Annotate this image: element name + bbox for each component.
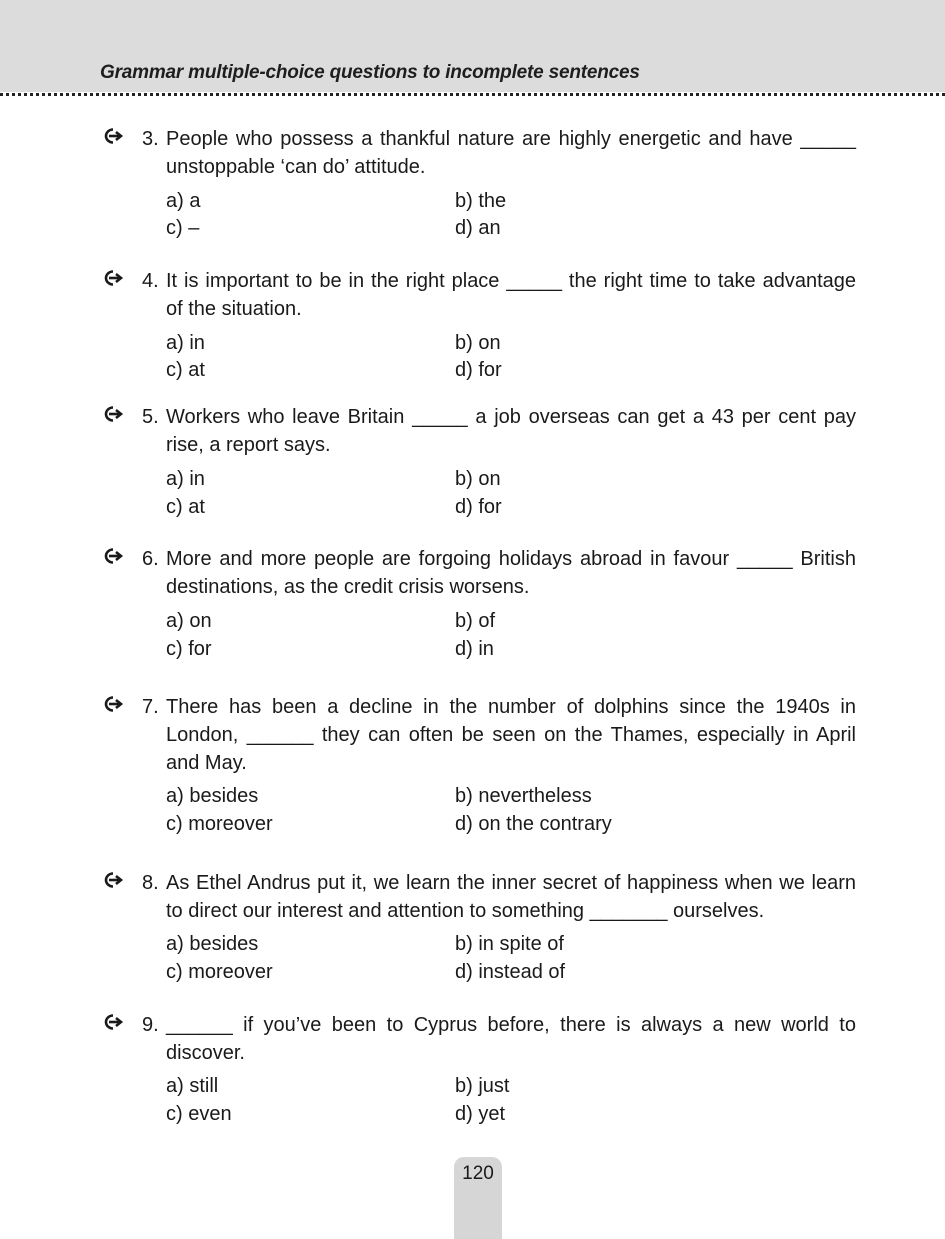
question-number: 6.: [142, 548, 159, 570]
question-text: There has been a decline in the number of dolphins since the 1940s in London, ______ they can often be seen on the Thames, especially in April and May.: [166, 696, 856, 774]
option-b[interactable]: b) on: [455, 468, 501, 490]
option-d[interactable]: d) instead of: [455, 961, 566, 983]
question-number: 7.: [142, 696, 159, 718]
circled-arrow-icon: [103, 269, 125, 287]
option-a[interactable]: a) still: [166, 1075, 219, 1097]
option-c[interactable]: c) moreover: [166, 961, 273, 983]
circled-arrow-icon: [103, 547, 125, 565]
question-number: 4.: [142, 270, 159, 292]
option-d[interactable]: d) for: [455, 359, 502, 381]
question-text: ______ if you’ve been to Cyprus before, there is always a new world to discover.: [166, 1014, 856, 1064]
option-a[interactable]: a) besides: [166, 785, 259, 807]
option-d[interactable]: d) in: [455, 638, 494, 660]
question-text: As Ethel Andrus put it, we learn the inner secret of happiness when we learn to direct our interest and attention to something _______ ourselves.: [166, 872, 856, 922]
circled-arrow-icon: [103, 695, 125, 713]
question-number: 3.: [142, 128, 159, 150]
question-text: People who possess a thankful nature are highly energetic and have _____ unstoppable ‘can do’ attitude.: [166, 128, 856, 178]
dotted-divider: [0, 93, 945, 96]
option-a[interactable]: a) in: [166, 332, 205, 354]
circled-arrow-icon: [103, 405, 125, 423]
option-b[interactable]: b) of: [455, 610, 496, 632]
question-text: Workers who leave Britain _____ a job overseas can get a 43 per cent pay rise, a report says.: [166, 406, 856, 456]
option-a[interactable]: a) a: [166, 190, 201, 212]
question-text: It is important to be in the right place _____ the right time to take advantage of the situation.: [166, 270, 856, 320]
option-c[interactable]: c) at: [166, 496, 205, 518]
option-b[interactable]: b) nevertheless: [455, 785, 592, 807]
option-a[interactable]: a) on: [166, 610, 212, 632]
question-text: More and more people are forgoing holidays abroad in favour _____ British destinations, as the credit crisis worsens.: [166, 548, 856, 598]
option-b[interactable]: b) on: [455, 332, 501, 354]
option-c[interactable]: c) for: [166, 638, 212, 660]
option-c[interactable]: c) –: [166, 217, 200, 239]
option-d[interactable]: d) yet: [455, 1103, 506, 1125]
option-b[interactable]: b) the: [455, 190, 507, 212]
option-c[interactable]: c) even: [166, 1103, 232, 1125]
question-number: 5.: [142, 406, 159, 428]
option-c[interactable]: c) at: [166, 359, 205, 381]
option-c[interactable]: c) moreover: [166, 813, 273, 835]
page-title: Grammar multiple-choice questions to incomplete sentences: [100, 62, 640, 83]
circled-arrow-icon: [103, 871, 125, 889]
option-a[interactable]: a) in: [166, 468, 205, 490]
circled-arrow-icon: [103, 1013, 125, 1031]
question-number: 8.: [142, 872, 159, 894]
option-a[interactable]: a) besides: [166, 933, 259, 955]
option-d[interactable]: d) on the contrary: [455, 813, 612, 835]
circled-arrow-icon: [103, 127, 125, 145]
option-d[interactable]: d) for: [455, 496, 502, 518]
option-b[interactable]: b) in spite of: [455, 933, 564, 955]
option-d[interactable]: d) an: [455, 217, 501, 239]
option-b[interactable]: b) just: [455, 1075, 510, 1097]
page-number-tab: [454, 1157, 502, 1239]
question-number: 9.: [142, 1014, 159, 1036]
page-number: 120: [462, 1163, 494, 1184]
